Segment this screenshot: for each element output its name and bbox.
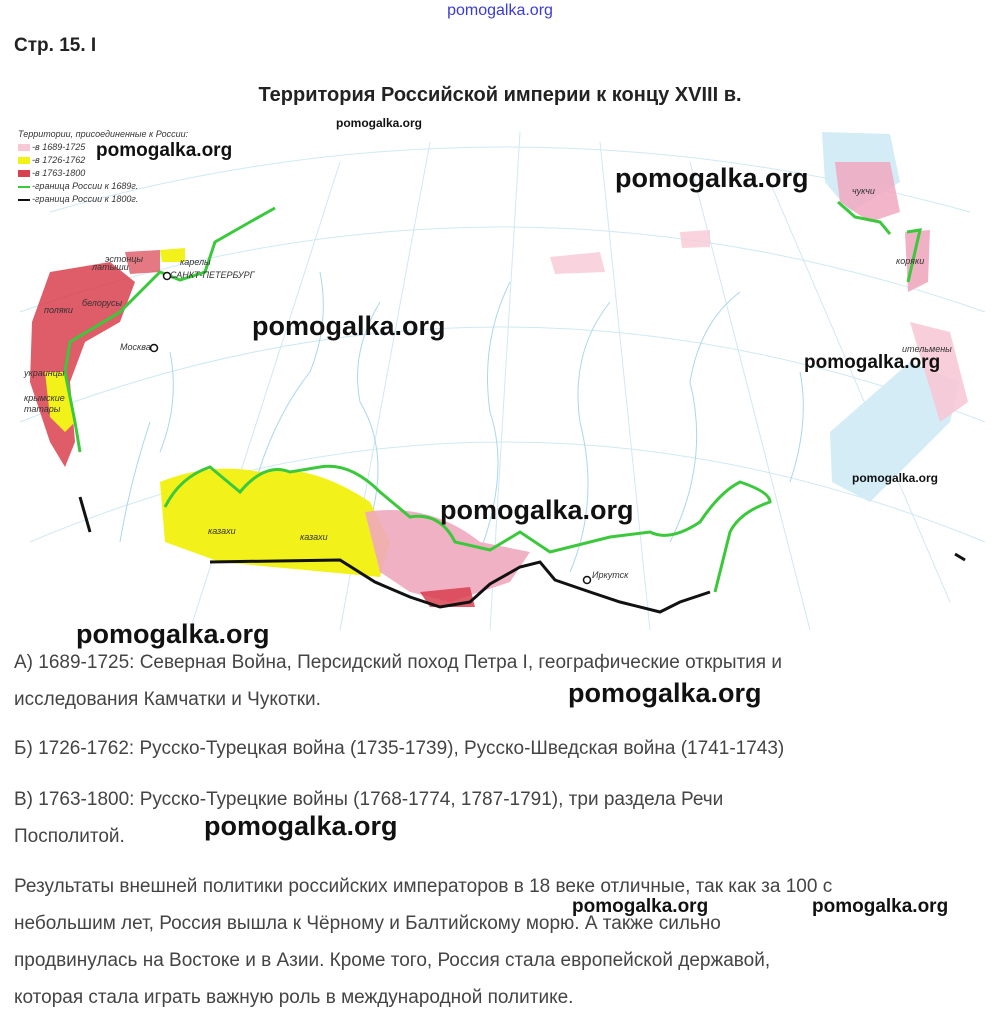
label-chukchi: чукчи: [852, 186, 875, 196]
legend-label: -в 1763-1800: [32, 168, 86, 178]
legend-swatch: [18, 170, 30, 177]
paragraph-v: [14, 781, 974, 855]
paragraph-b: [14, 730, 974, 767]
label-latvians: латыши: [92, 262, 129, 272]
legend-item: [18, 180, 188, 193]
paragraph-line: исследования Камчатки и Чукотки.: [14, 689, 321, 710]
paragraph-results: [14, 868, 974, 1016]
label-kazakhs-2: казахи: [300, 532, 328, 542]
paragraph-line: В) 1763-1800: Русско-Турецкие войны (1768-1774, 1787-1791), три раздела Речи: [14, 789, 724, 810]
paragraph-line: которая стала играть важную роль в международной политике.: [14, 987, 574, 1008]
legend-label: -в 1689-1725: [32, 142, 86, 152]
legend-item: [18, 167, 188, 180]
label-poles: поляки: [44, 305, 73, 315]
label-kazakhs-1: казахи: [208, 526, 236, 536]
label-crimean-tatars: крымские татары: [24, 393, 65, 414]
label-koryaks: коряки: [896, 256, 925, 266]
label-belarusians: белорусы: [82, 298, 123, 308]
legend-label: -граница России к 1689г.: [32, 181, 139, 191]
map-title: Территория Российской империи к концу XVIII в.: [258, 84, 742, 106]
watermark: pomogalka.org: [252, 311, 446, 341]
label-irkutsk: Иркутск: [592, 570, 629, 580]
watermark: pomogalka.org: [568, 678, 762, 708]
paragraph-line: Б) 1726-1762: Русско-Турецкая война (1735-1739), Русско-Шведская война (1741-1743): [14, 738, 785, 759]
watermark: pomogalka.org: [204, 811, 398, 841]
watermark: pomogalka.org: [852, 471, 939, 485]
site-header-watermark: pomogalka.org: [447, 2, 553, 19]
legend-swatch: [18, 157, 30, 164]
paragraph-line: продвинулась на Востоке и в Азии. Кроме того, Россия стала европейской державой,: [14, 950, 771, 971]
legend-swatch: [18, 144, 30, 151]
legend-item: [18, 193, 188, 206]
label-estonians: эстонцы: [105, 254, 144, 264]
watermark: pomogalka.org: [96, 140, 233, 161]
paragraph-line: Результаты внешней политики российских императоров в 18 веке отличные, так как за 100 с: [14, 876, 833, 897]
paragraph-a: [14, 644, 974, 718]
watermark: pomogalka.org: [76, 619, 270, 649]
label-karelians: карелы: [180, 257, 211, 267]
watermark: pomogalka.org: [440, 495, 634, 525]
legend-label: -граница России к 1800г.: [32, 194, 139, 204]
legend-swatch: [18, 186, 30, 188]
watermark: pomogalka.org: [812, 896, 949, 917]
label-moscow: Москва: [120, 342, 151, 352]
legend-label: -в 1726-1762: [32, 155, 86, 165]
paragraph-line: А) 1689-1725: Северная Война, Персидский поход Петра I, географические открытия и: [14, 652, 782, 673]
legend-heading: Территории, присоединенные к России:: [18, 129, 189, 139]
watermark: pomogalka.org: [615, 163, 809, 193]
watermark: pomogalka.org: [804, 352, 941, 373]
legend-swatch: [18, 199, 30, 201]
watermark: pomogalka.org: [336, 116, 423, 130]
label-ukrainians: украинцы: [24, 368, 65, 378]
page-title: Стр. 15. I: [14, 35, 97, 56]
label-spb: САНКТ-ПЕТЕРБУРГ: [170, 270, 255, 280]
paragraph-line: небольшим лет, Россия вышла к Чёрному и Балтийскому морю. А также сильно: [14, 913, 721, 934]
paragraph-line: Посполитой.: [14, 826, 125, 847]
label-itelmens: ительмены: [902, 344, 952, 354]
watermark: pomogalka.org: [572, 896, 709, 917]
